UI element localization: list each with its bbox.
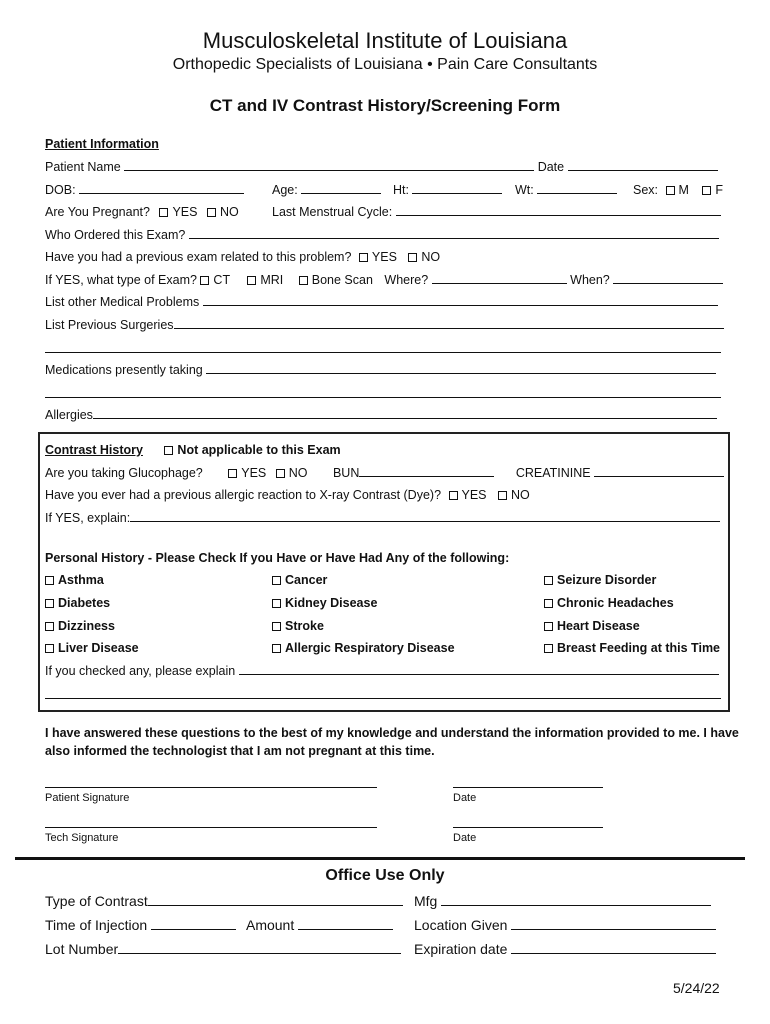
menstrual-wrap — [272, 205, 721, 219]
prev-exam-no-label: NO — [421, 250, 441, 264]
age-field[interactable] — [301, 192, 381, 194]
seizure-label: Seizure Disorder — [557, 573, 657, 587]
patient-info-heading: Patient Information — [45, 137, 159, 151]
liver-label: Liver Disease — [58, 641, 139, 655]
mri-label: MRI — [260, 273, 284, 287]
checked-explain-label: If you checked any, please explain — [45, 664, 236, 678]
sex-f-label: F — [715, 183, 724, 197]
allergic-no-label: NO — [511, 488, 530, 502]
medications-row — [45, 363, 716, 377]
condition-heart — [544, 619, 640, 633]
checked-explain-line-2[interactable] — [45, 698, 721, 699]
condition-asthma — [45, 573, 104, 587]
time-injection-field[interactable] — [151, 928, 236, 930]
creatinine-field[interactable] — [594, 475, 724, 477]
expiration-label: Expiration date — [414, 941, 508, 957]
tech-signature-label: Tech Signature — [45, 832, 119, 844]
type-contrast-field[interactable] — [148, 904, 403, 906]
when-field[interactable] — [613, 282, 723, 284]
cancer-label: Cancer — [285, 573, 328, 587]
surgeries-line-2[interactable] — [45, 352, 721, 353]
attest-line-1: I have answered these questions to the best of my knowledge and understand the information provided to me. I have — [45, 726, 739, 740]
exam-type-label: If YES, what type of Exam? — [45, 273, 197, 287]
glucophage-yes-checkbox[interactable] — [228, 469, 237, 478]
glucophage-yes-label: YES — [241, 466, 267, 480]
heart-label: Heart Disease — [557, 619, 640, 633]
ht-field[interactable] — [412, 192, 502, 194]
pregnant-yes-checkbox[interactable] — [159, 208, 168, 217]
dob-label-wrap — [45, 183, 244, 197]
mfg-label: Mfg — [414, 893, 438, 909]
condition-liver — [45, 641, 139, 655]
tech-signature-line[interactable] — [45, 827, 377, 828]
mfg-row — [414, 893, 711, 909]
medications-line-2[interactable] — [45, 397, 721, 398]
not-applicable-checkbox[interactable] — [164, 446, 173, 455]
prev-exam-row — [45, 250, 440, 264]
exam-type-row — [45, 273, 723, 287]
bone-scan-label: Bone Scan — [311, 273, 373, 287]
allergies-field[interactable] — [93, 417, 717, 419]
allergic-yes-label: YES — [461, 488, 487, 502]
date-label: Date — [537, 160, 565, 174]
version-date: 5/24/22 — [673, 980, 720, 996]
when-label: When? — [570, 273, 610, 287]
surgeries-label: List Previous Surgeries — [45, 318, 174, 332]
stroke-checkbox[interactable] — [272, 622, 281, 631]
surgeries-row — [45, 318, 724, 332]
condition-breastfeeding — [544, 641, 720, 655]
lot-label: Lot Number — [45, 941, 119, 957]
attest-line-2: also informed the technologist that I am not pregnant at this time. — [45, 744, 435, 758]
office-use-title: Office Use Only — [325, 867, 445, 884]
condition-respiratory — [272, 641, 455, 655]
patient-name-row — [45, 160, 718, 174]
checked-explain-field[interactable] — [239, 673, 719, 675]
ordered-row — [45, 228, 719, 242]
seizure-checkbox[interactable] — [544, 576, 553, 585]
mfg-field[interactable] — [441, 904, 711, 906]
office-divider — [15, 857, 745, 860]
liver-checkbox[interactable] — [45, 644, 54, 653]
medical-field[interactable] — [203, 304, 718, 306]
wt-field[interactable] — [537, 192, 617, 194]
allergic-yes-checkbox[interactable] — [449, 491, 458, 500]
sex-f-checkbox[interactable] — [702, 186, 711, 195]
kidney-checkbox[interactable] — [272, 599, 281, 608]
ht-label: Ht: — [393, 183, 409, 197]
glucophage-row — [45, 466, 724, 480]
condition-headaches — [544, 596, 674, 610]
heart-checkbox[interactable] — [544, 622, 553, 631]
ht-wrap — [393, 183, 502, 197]
mri-checkbox[interactable] — [247, 276, 256, 285]
patient-signature-label: Patient Signature — [45, 792, 130, 804]
patient-date-line[interactable] — [453, 787, 603, 788]
bun-label: BUN — [332, 466, 360, 480]
age-wrap — [272, 183, 381, 197]
dob-label: DOB: — [45, 183, 76, 197]
explain-field[interactable] — [130, 520, 720, 522]
wt-label: Wt: — [515, 183, 534, 197]
explain-row — [45, 511, 720, 525]
patient-signature-line[interactable] — [45, 787, 377, 788]
where-field[interactable] — [432, 282, 567, 284]
patient-name-label: Patient Name — [45, 160, 121, 174]
sex-label: Sex: — [633, 183, 659, 197]
amount-label: Amount — [245, 917, 295, 933]
prev-exam-yes-label: YES — [371, 250, 397, 264]
condition-stroke — [272, 619, 324, 633]
lot-field[interactable] — [118, 952, 401, 954]
time-injection-row — [45, 917, 393, 933]
not-applicable-label: Not applicable to this Exam — [177, 443, 341, 457]
kidney-label: Kidney Disease — [285, 596, 378, 610]
headaches-label: Chronic Headaches — [557, 596, 674, 610]
medications-label: Medications presently taking — [45, 363, 203, 377]
prev-exam-no-checkbox[interactable] — [408, 253, 417, 262]
glucophage-no-label: NO — [288, 466, 308, 480]
lot-row — [45, 941, 401, 957]
where-label: Where? — [384, 273, 429, 287]
expiration-field[interactable] — [511, 952, 716, 954]
personal-history-heading: Personal History - Please Check If you Have or Have Had Any of the following: — [45, 551, 510, 565]
sex-m-checkbox[interactable] — [666, 186, 675, 195]
breastfeeding-checkbox[interactable] — [544, 644, 553, 653]
ordered-field[interactable] — [189, 237, 719, 239]
respiratory-checkbox[interactable] — [272, 644, 281, 653]
dizziness-checkbox[interactable] — [45, 622, 54, 631]
stroke-label: Stroke — [285, 619, 324, 633]
pregnant-row — [45, 205, 239, 219]
pregnant-no-label: NO — [219, 205, 239, 219]
location-field[interactable] — [511, 928, 716, 930]
allergic-label: Have you ever had a previous allergic reaction to X-ray Contrast (Dye)? — [45, 488, 442, 502]
surgeries-field[interactable] — [174, 327, 724, 329]
condition-kidney — [272, 596, 377, 610]
sex-m-label: M — [678, 183, 689, 197]
allergies-row — [45, 408, 717, 422]
prev-exam-label: Have you had a previous exam related to this problem? — [45, 250, 352, 264]
allergic-no-checkbox[interactable] — [498, 491, 507, 500]
date-field[interactable] — [568, 169, 718, 171]
contrast-heading: Contrast History — [45, 443, 143, 457]
glucophage-label: Are you taking Glucophage? — [45, 466, 203, 480]
condition-cancer — [272, 573, 327, 587]
amount-field[interactable] — [298, 928, 393, 930]
cancer-checkbox[interactable] — [272, 576, 281, 585]
breastfeeding-label: Breast Feeding at this Time — [557, 641, 721, 655]
medical-label: List other Medical Problems — [45, 295, 200, 309]
institute-subtitle: Orthopedic Specialists of Louisiana • Pain Care Consultants — [172, 56, 598, 73]
dizziness-label: Dizziness — [58, 619, 115, 633]
bun-field[interactable] — [359, 475, 494, 477]
form-title: CT and IV Contrast History/Screening Form — [209, 96, 561, 115]
condition-dizziness — [45, 619, 115, 633]
wt-wrap — [515, 183, 617, 197]
age-label: Age: — [272, 183, 298, 197]
patient-date-label: Date — [453, 792, 477, 804]
menstrual-field[interactable] — [396, 214, 721, 216]
tech-date-line[interactable] — [453, 827, 603, 828]
checked-explain-row — [45, 664, 719, 678]
medical-row — [45, 295, 718, 309]
location-row — [414, 917, 716, 933]
pregnant-no-checkbox[interactable] — [207, 208, 216, 217]
creatinine-label: CREATININE — [515, 466, 591, 480]
asthma-checkbox[interactable] — [45, 576, 54, 585]
explain-label: If YES, explain: — [45, 511, 131, 525]
bone-scan-checkbox[interactable] — [299, 276, 308, 285]
tech-date-label: Date — [453, 832, 477, 844]
condition-diabetes — [45, 596, 110, 610]
expiration-row — [414, 941, 716, 957]
medications-field[interactable] — [206, 372, 716, 374]
respiratory-label: Allergic Respiratory Disease — [285, 641, 455, 655]
headaches-checkbox[interactable] — [544, 599, 553, 608]
pregnant-label: Are You Pregnant? — [45, 205, 150, 219]
allergic-row — [45, 488, 530, 502]
sex-wrap — [633, 183, 723, 197]
glucophage-no-checkbox[interactable] — [276, 469, 285, 478]
pregnant-yes-label: YES — [172, 205, 198, 219]
dob-field[interactable] — [79, 192, 244, 194]
patient-name-field[interactable] — [124, 169, 534, 171]
type-contrast-row — [45, 893, 403, 909]
ct-label: CT — [213, 273, 230, 287]
diabetes-label: Diabetes — [58, 596, 111, 610]
location-label: Location Given — [414, 917, 508, 933]
menstrual-label: Last Menstrual Cycle: — [272, 205, 393, 219]
asthma-label: Asthma — [58, 573, 104, 587]
condition-seizure — [544, 573, 656, 587]
ordered-label: Who Ordered this Exam? — [45, 228, 186, 242]
type-contrast-label: Type of Contrast — [45, 893, 148, 909]
diabetes-checkbox[interactable] — [45, 599, 54, 608]
time-injection-label: Time of Injection — [45, 917, 148, 933]
institute-name: Musculoskeletal Institute of Louisiana — [202, 28, 568, 53]
allergies-label: Allergies — [45, 408, 93, 422]
contrast-heading-row — [45, 443, 341, 457]
prev-exam-yes-checkbox[interactable] — [359, 253, 368, 262]
ct-checkbox[interactable] — [200, 276, 209, 285]
